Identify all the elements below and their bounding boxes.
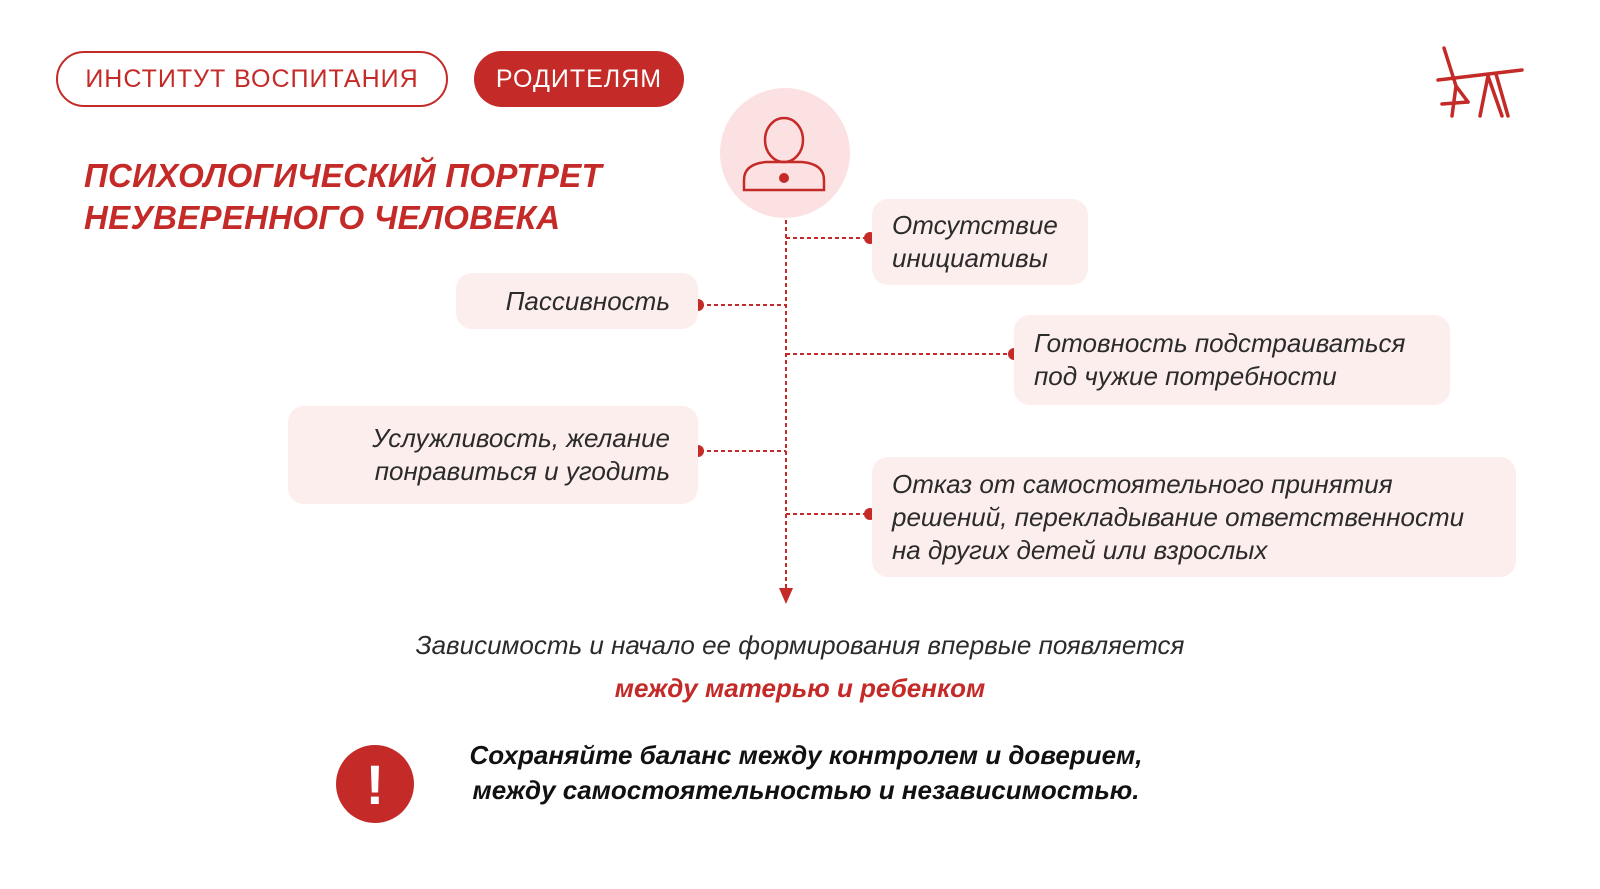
arrow-head [779,588,793,604]
exclamation-icon [336,745,414,823]
trait-servility-text: Услужливость, желание понравиться и угодить [372,423,670,486]
trait-servility [288,406,698,504]
trait-initiative [872,199,1088,285]
conclusion-line1: Зависимость и начало ее формирования впервые появляется [415,630,1185,660]
trait-adapt-text: Готовность подстраиваться под чужие потребности [1034,328,1406,391]
warning-mark: ! [365,752,385,816]
warning-text: Сохраняйте баланс между контролем и доверием, между самостоятельностью и независимостью. [469,740,1143,805]
institute-label: ИНСТИТУТ ВОСПИТАНИЯ [85,64,419,93]
trait-passivity-text: Пассивность [505,285,670,316]
person-icon [740,108,830,198]
parents-label: РОДИТЕЛЯМ [495,64,663,93]
trait-initiative-text: Отсутствие инициативы [892,210,1058,273]
trait-refusal [872,457,1516,577]
trait-adapt [1014,315,1450,405]
page-title: ПСИХОЛОГИЧЕСКИЙ ПОРТРЕТ НЕУВЕРЕННОГО ЧЕЛОВЕКА [84,157,602,236]
trait-passivity [456,273,698,329]
conclusion-highlight: между матерью и ребенком [614,673,986,703]
trait-refusal-text: Отказ от самостоятельного принятия решений, перекладывание ответственности на других детей или взрослых [892,468,1465,565]
